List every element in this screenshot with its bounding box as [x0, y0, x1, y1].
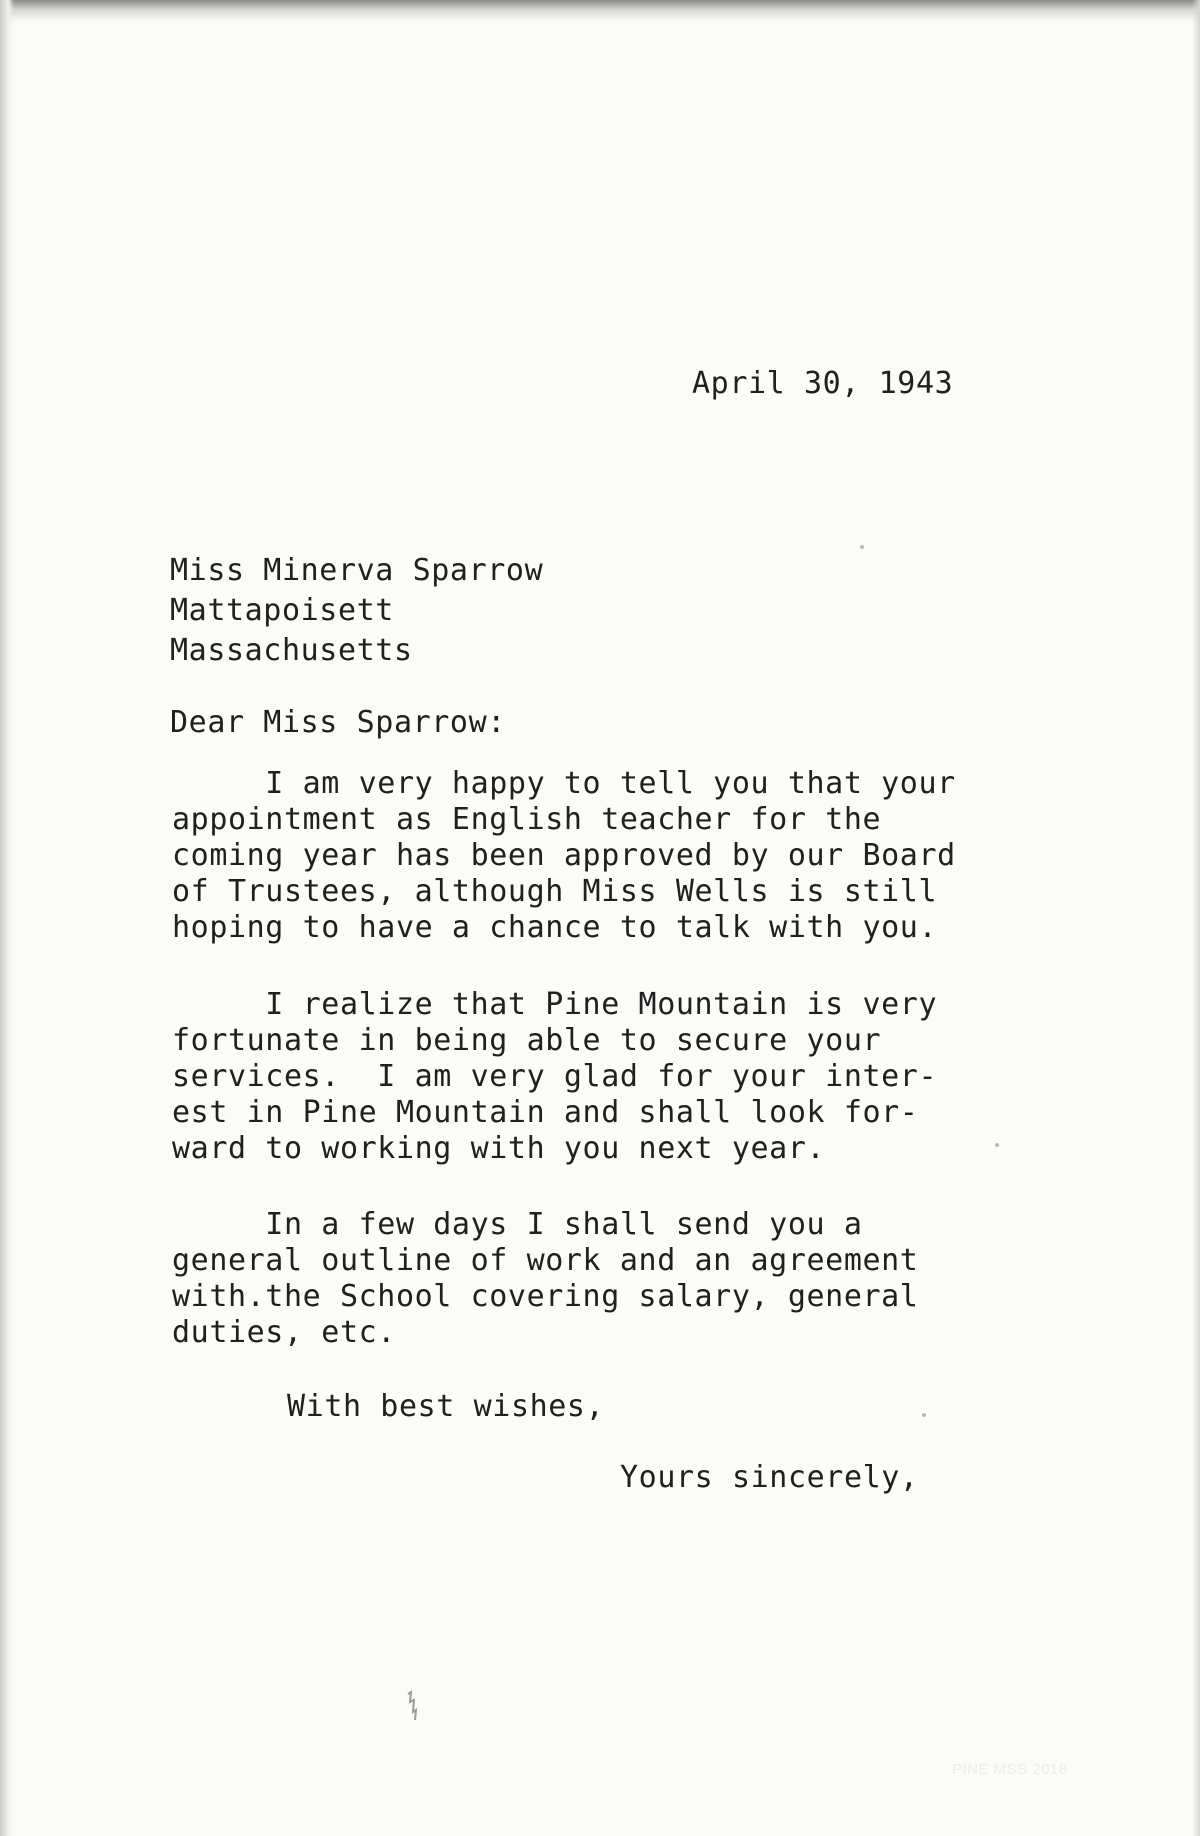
paragraph-line: of Trustees, although Miss Wells is still [172, 874, 938, 909]
paragraph-line: I realize that Pine Mountain is very [172, 987, 938, 1022]
paper-speck [860, 545, 864, 549]
paragraph-line: I am very happy to tell you that your [172, 766, 956, 801]
recipient-name: Miss Minerva Sparrow [170, 553, 544, 588]
paragraph-line: In a few days I shall send you a [172, 1207, 863, 1242]
archive-watermark: PINE MSS 2018 [952, 1761, 1068, 1778]
paragraph-line: services. I am very glad for your inter- [172, 1059, 938, 1094]
ink-smudge-mark [405, 1690, 419, 1722]
paragraph-line: general outline of work and an agreement [172, 1243, 919, 1278]
paper-right-edge [1192, 0, 1200, 1836]
body-paragraph-2 [172, 987, 937, 1167]
letter-date: April 30, 1943 [692, 366, 954, 401]
paragraph-line: appointment as English teacher for the [172, 802, 882, 837]
body-paragraph-3 [172, 1207, 918, 1351]
paragraph-line: ward to working with you next year. [172, 1131, 826, 1166]
paragraph-line: hoping to have a chance to talk with you. [172, 910, 938, 945]
body-paragraph-1 [172, 766, 956, 946]
paper-speck [922, 1413, 926, 1417]
paragraph-line: with.the School covering salary, general [172, 1279, 919, 1314]
salutation: Dear Miss Sparrow: [170, 705, 506, 740]
closing-line: With best wishes, [287, 1389, 605, 1424]
recipient-town: Mattapoisett [170, 593, 394, 628]
paragraph-line: est in Pine Mountain and shall look for- [172, 1095, 919, 1130]
paper-speck [995, 1143, 999, 1147]
paper-top-edge [0, 0, 1200, 22]
signoff-line: Yours sincerely, [620, 1460, 919, 1495]
paper-left-edge [0, 0, 14, 1836]
paragraph-line: fortunate in being able to secure your [172, 1023, 882, 1058]
recipient-state: Massachusetts [170, 633, 413, 668]
paragraph-line: duties, etc. [172, 1315, 396, 1350]
paragraph-line: coming year has been approved by our Board [172, 838, 956, 873]
